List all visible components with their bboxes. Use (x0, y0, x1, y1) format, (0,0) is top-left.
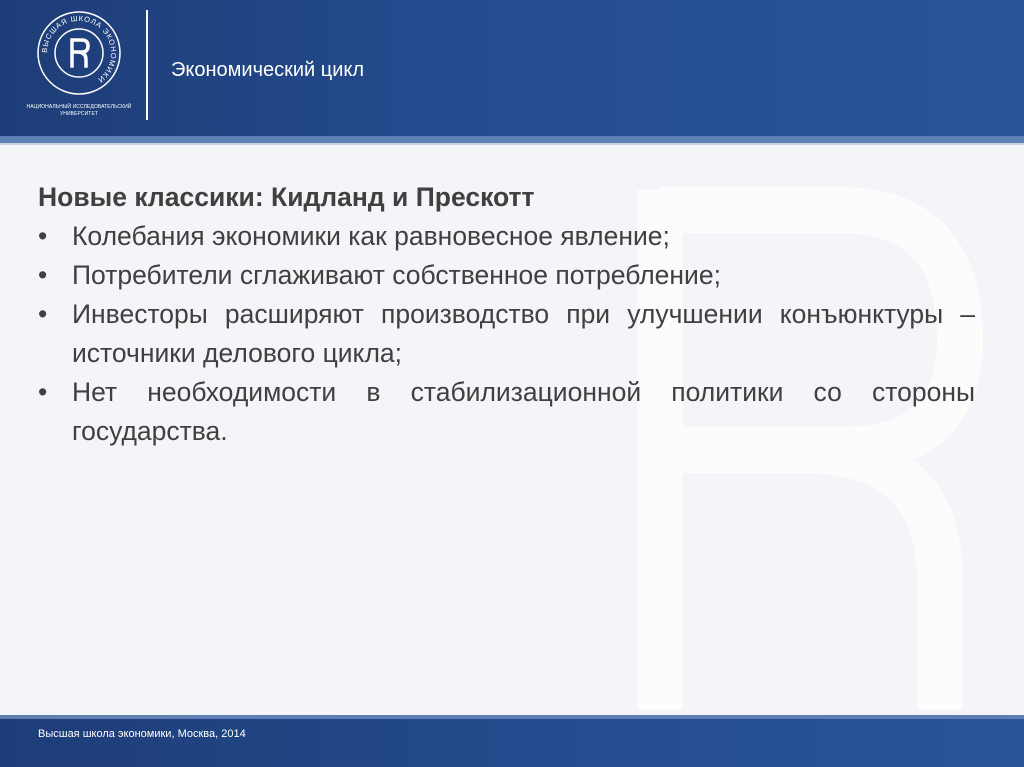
header-bar (0, 0, 1024, 136)
hse-emblem-icon (36, 10, 122, 96)
logo-caption-line2: УНИВЕРСИТЕТ (59, 111, 99, 117)
list-item-text: Потребители сглаживают собственное потребление; (72, 260, 721, 290)
bullet-icon: • (38, 221, 48, 251)
list-item-text: Колебания экономики как равновесное явление; (72, 221, 670, 251)
header-stripe-light (0, 143, 1024, 145)
footer-text: Высшая школа экономики, Москва, 2014 (38, 728, 246, 740)
content-heading: Новые классики: Кидланд и Прескотт (38, 182, 535, 212)
list-item (38, 217, 975, 256)
list-item-text: Нет необходимости в стабилизационной политики со стороны государства. (72, 377, 975, 446)
bullet-icon: • (38, 260, 48, 290)
bullet-icon: • (38, 377, 48, 407)
list-item (38, 373, 975, 451)
list-item-text: Инвесторы расширяют производство при улучшении конъюнктуры – источники делового цикла; (72, 299, 975, 368)
header-stripe (0, 136, 1024, 143)
header-divider (146, 10, 148, 120)
bullet-list (38, 217, 975, 451)
logo-ring-text: ВЫСШАЯ ШКОЛА ЭКОНОМИКИ (39, 13, 119, 85)
svg-text:ВЫСШАЯ ШКОЛА ЭКОНОМИКИ (40, 14, 118, 85)
list-item (38, 295, 975, 373)
slide-content (38, 178, 975, 451)
bullet-icon: • (38, 299, 48, 329)
logo-caption (24, 104, 134, 118)
hse-logo (24, 10, 134, 130)
slide-title: Экономический цикл (171, 59, 365, 81)
logo-caption-line1: НАЦИОНАЛЬНЫЙ ИССЛЕДОВАТЕЛЬСКИЙ (26, 104, 132, 110)
list-item (38, 256, 975, 295)
